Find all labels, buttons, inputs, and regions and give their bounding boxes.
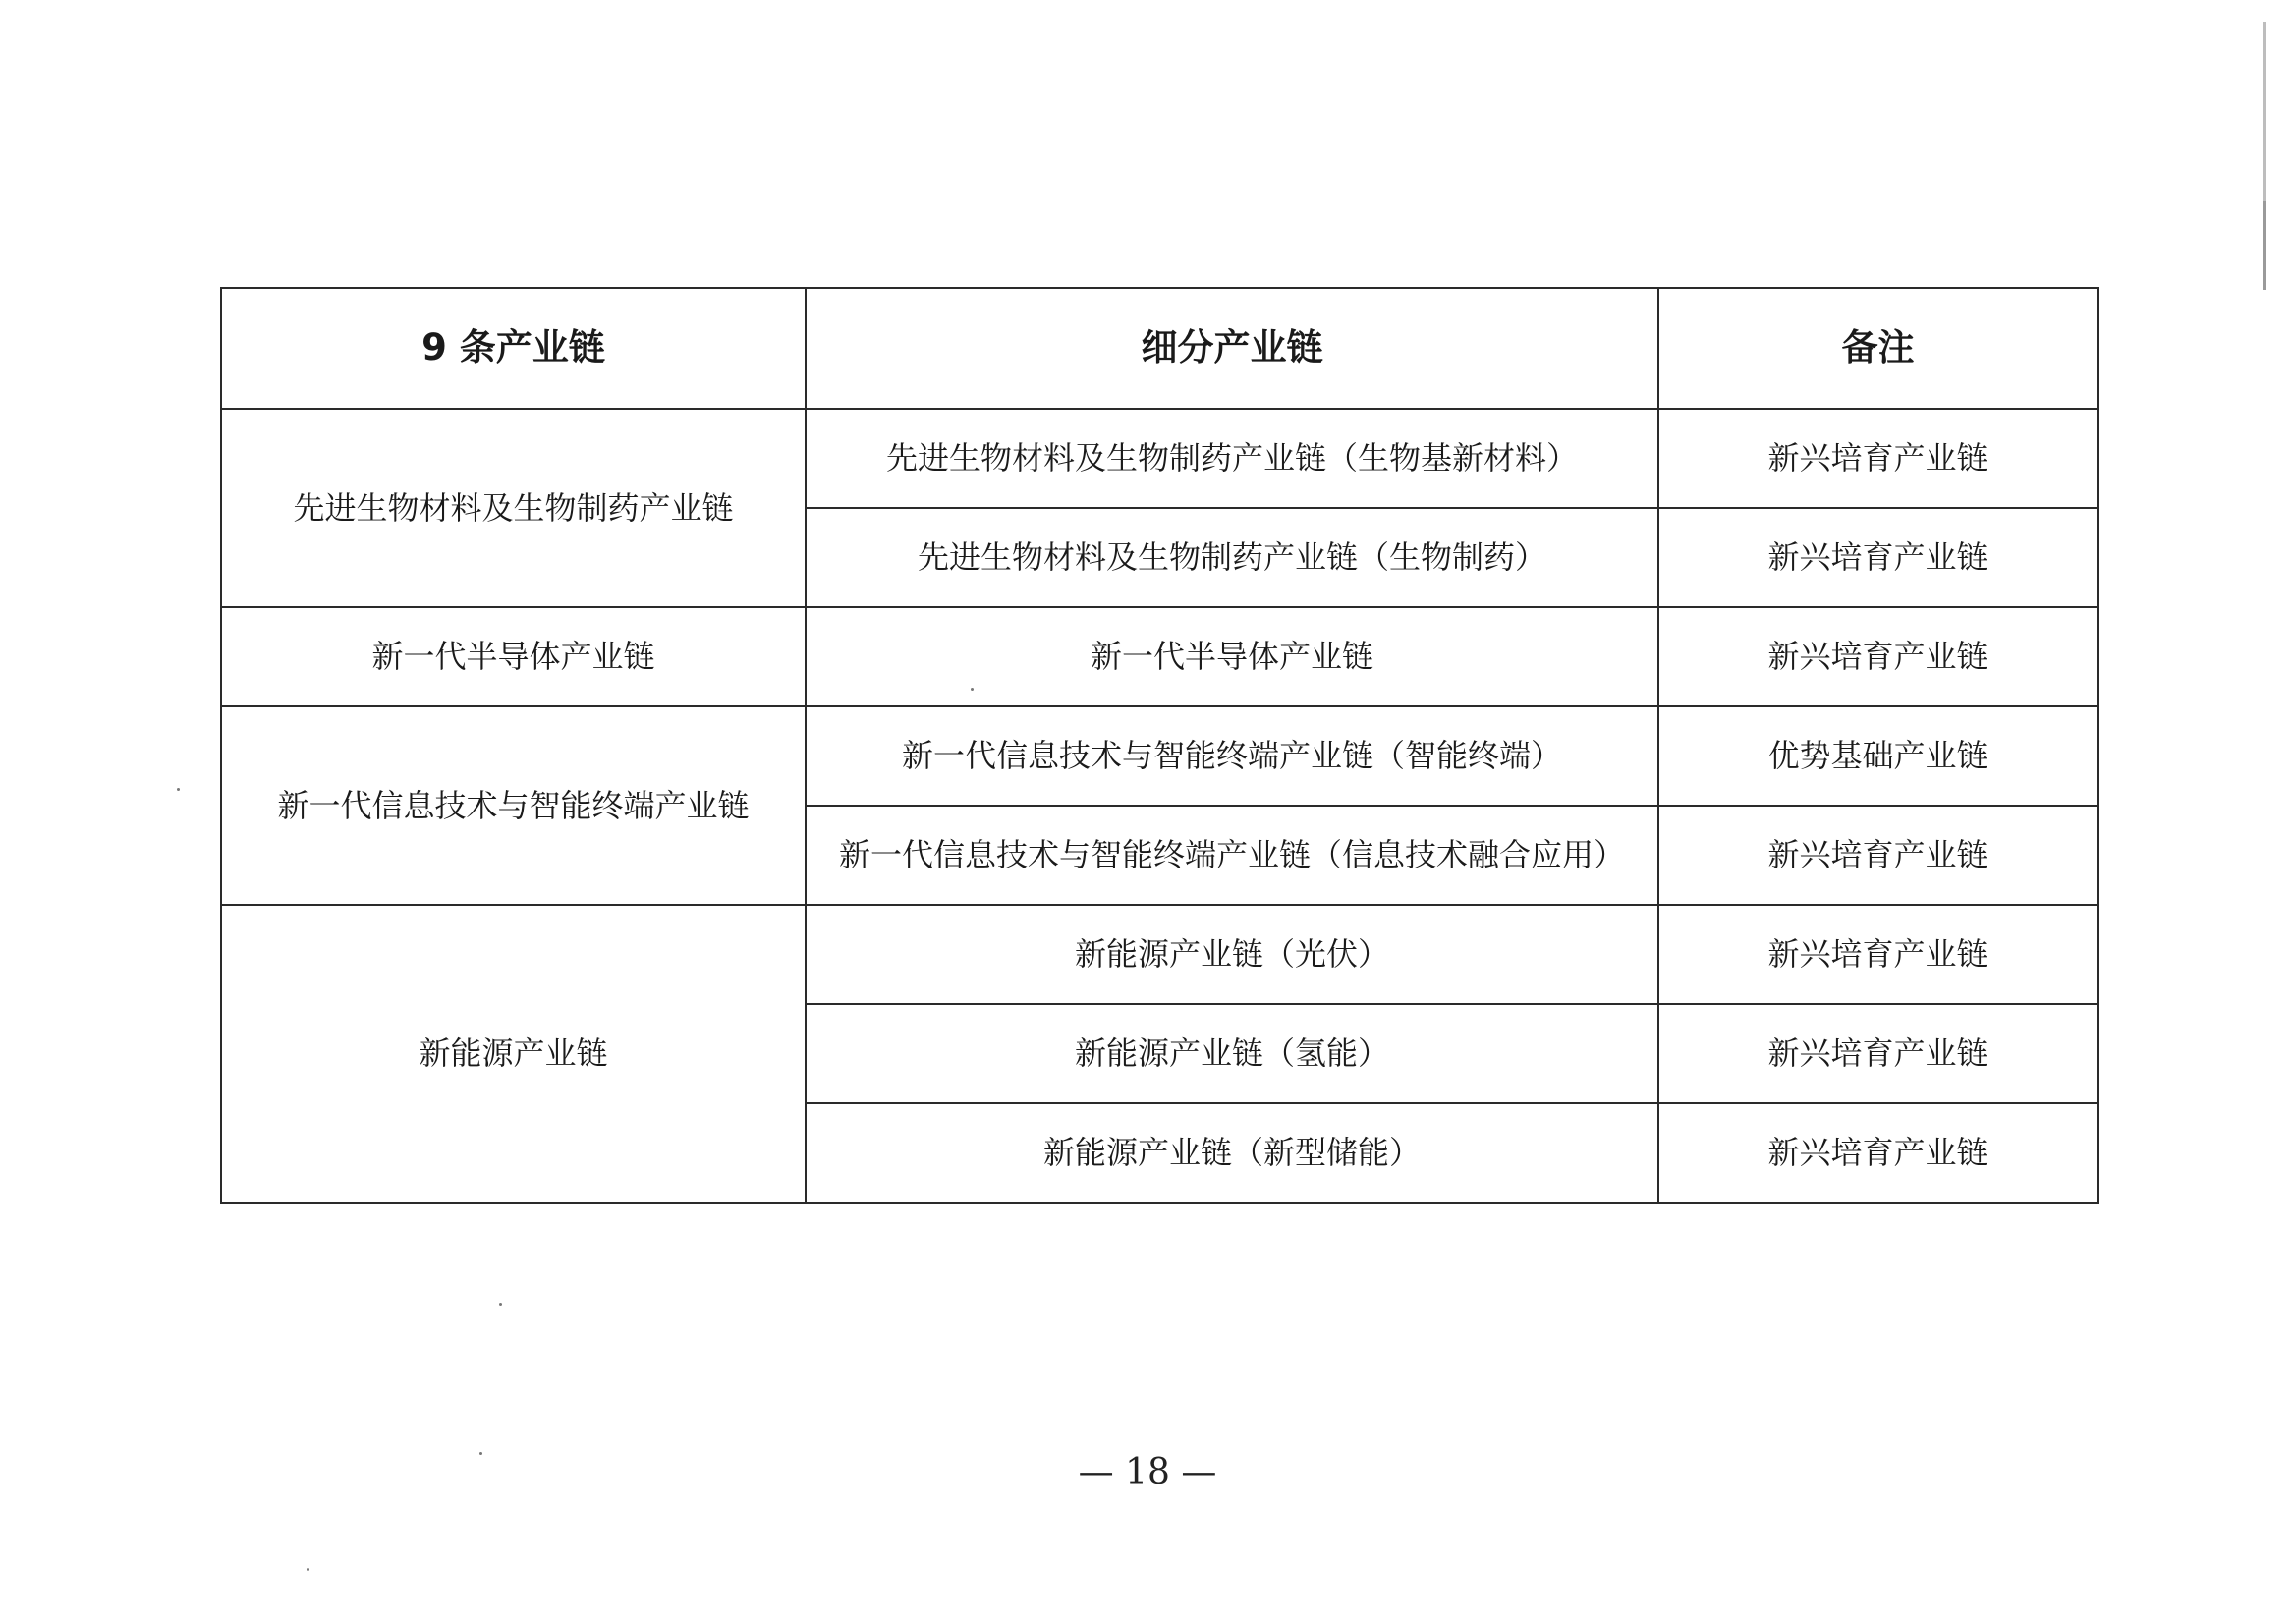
sub-chain-cell: 新一代信息技术与智能终端产业链（智能终端）: [806, 706, 1658, 806]
sub-chain-cell: 新一代半导体产业链: [806, 607, 1658, 706]
table-row: [221, 409, 2098, 508]
sub-chain-cell: 新能源产业链（氢能）: [806, 1004, 1658, 1103]
note-cell: 新兴培育产业链: [1658, 1004, 2098, 1103]
note-cell: 新兴培育产业链: [1658, 607, 2098, 706]
table-row: [221, 607, 2098, 706]
sub-chain-cell: 先进生物材料及生物制药产业链（生物基新材料）: [806, 409, 1658, 508]
scan-speck: [177, 788, 180, 791]
chain-cell: 新能源产业链: [221, 905, 806, 1203]
sub-chain-cell: 新能源产业链（新型储能）: [806, 1103, 1658, 1203]
header-chain: 9 条产业链: [221, 288, 806, 409]
chain-cell: 新一代信息技术与智能终端产业链: [221, 706, 806, 905]
sub-chain-cell: 新一代信息技术与智能终端产业链（信息技术融合应用）: [806, 806, 1658, 905]
table-row: [221, 706, 2098, 806]
note-cell: 优势基础产业链: [1658, 706, 2098, 806]
table-row: [221, 905, 2098, 1004]
note-cell: 新兴培育产业链: [1658, 508, 2098, 607]
page-number: — 18 —: [1078, 1452, 1217, 1492]
header-sub-chain: 细分产业链: [806, 288, 1658, 409]
sub-chain-cell: 新能源产业链（光伏）: [806, 905, 1658, 1004]
scan-edge-line: [2263, 201, 2266, 290]
note-cell: 新兴培育产业链: [1658, 806, 2098, 905]
chain-cell: 新一代半导体产业链: [221, 607, 806, 706]
chain-cell: 先进生物材料及生物制药产业链: [221, 409, 806, 607]
table-header-row: [221, 288, 2098, 409]
sub-chain-cell: 先进生物材料及生物制药产业链（生物制药）: [806, 508, 1658, 607]
industry-chain-table: [220, 287, 2099, 1204]
note-cell: 新兴培育产业链: [1658, 1103, 2098, 1203]
note-cell: 新兴培育产业链: [1658, 905, 2098, 1004]
scan-speck: [307, 1568, 309, 1571]
header-note: 备注: [1658, 288, 2098, 409]
scan-speck: [499, 1303, 502, 1306]
note-cell: 新兴培育产业链: [1658, 409, 2098, 508]
